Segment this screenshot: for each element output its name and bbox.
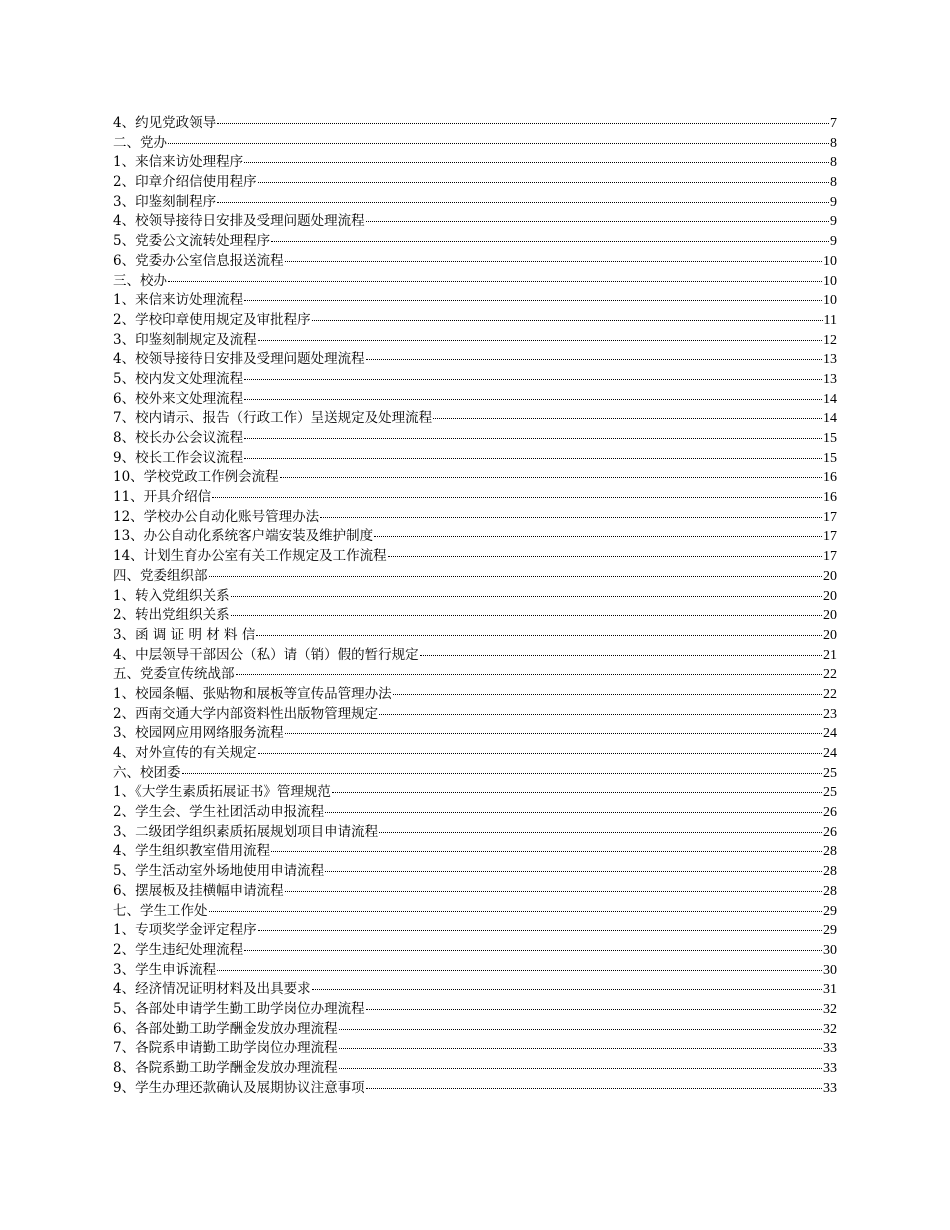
toc-entry-label: 11、开具介绍信 [113, 489, 212, 506]
toc-entry[interactable] [113, 547, 837, 567]
toc-entry-label: 3、校园网应用网络服务流程 [113, 725, 284, 742]
toc-entry-page-number: 11 [823, 312, 837, 328]
toc-entry-page-number: 20 [823, 568, 837, 584]
toc-entry[interactable] [113, 902, 837, 922]
toc-entry[interactable] [113, 1020, 837, 1040]
dot-leader [280, 476, 822, 478]
dot-leader [217, 201, 829, 203]
toc-entry[interactable] [113, 803, 837, 823]
toc-entry-page-number: 14 [823, 391, 837, 407]
dot-leader [393, 693, 822, 695]
toc-entry-label: 9、学生办理还款确认及展期协议注意事项 [113, 1079, 365, 1096]
dot-leader [325, 870, 822, 872]
dot-leader [168, 142, 829, 144]
dot-leader [256, 634, 822, 636]
dot-leader [388, 555, 822, 557]
toc-entry-label: 1、来信来访处理流程 [113, 292, 244, 309]
toc-entry[interactable] [113, 921, 837, 941]
toc-entry-page-number: 13 [823, 352, 837, 368]
toc-entry-label: 四、党委组织部 [113, 567, 208, 584]
toc-entry[interactable] [113, 134, 837, 154]
toc-entry-label: 3、学生申诉流程 [113, 961, 217, 978]
toc-entry-page-number: 10 [823, 253, 837, 269]
toc-entry-label: 七、学生工作处 [113, 902, 208, 919]
toc-entry[interactable] [113, 311, 837, 331]
toc-entry-page-number: 30 [823, 962, 837, 978]
dot-leader [332, 791, 822, 793]
toc-entry-label: 14、计划生育办公室有关工作规定及工作流程 [113, 548, 387, 565]
dot-leader [258, 181, 829, 183]
dot-leader [379, 831, 822, 833]
toc-entry-page-number: 25 [823, 785, 837, 801]
dot-leader [182, 772, 823, 774]
toc-entry-label: 3、印鉴刻制规定及流程 [113, 331, 257, 348]
toc-entry-page-number: 9 [830, 234, 837, 250]
toc-entry-page-number: 24 [823, 746, 837, 761]
dot-leader [258, 339, 822, 341]
toc-entry[interactable] [113, 606, 837, 626]
toc-entry-label: 4、中层领导干部因公（私）请（销）假的暂行规定 [113, 646, 419, 663]
toc-entry-label: 8、各院系勤工助学酬金发放办理流程 [113, 1060, 338, 1076]
toc-entry-page-number: 28 [823, 864, 837, 880]
toc-entry-page-number: 26 [823, 805, 837, 821]
toc-entry-label: 5、各部处申请学生勤工助学岗位办理流程 [113, 1000, 365, 1017]
toc-entry[interactable] [113, 212, 837, 232]
toc-entry-label: 2、转出党组织关系 [113, 607, 230, 624]
toc-entry-page-number: 33 [823, 1061, 837, 1076]
toc-entry-label: 3、函 调 证 明 材 料 信 [113, 626, 256, 643]
toc-entry-label: 4、校领导接待日安排及受理问题处理流程 [113, 351, 365, 368]
toc-entry[interactable] [113, 1039, 837, 1059]
dot-leader [244, 299, 822, 301]
toc-entry[interactable] [113, 783, 837, 803]
toc-entry-label: 1、《大学生素质拓展证书》管理规范 [113, 784, 331, 801]
toc-entry[interactable] [113, 114, 837, 134]
toc-entry-page-number: 8 [830, 135, 837, 151]
dot-leader [325, 811, 822, 813]
dot-leader [339, 1047, 822, 1049]
toc-entry[interactable] [113, 961, 837, 981]
dot-leader [244, 949, 822, 951]
toc-entry-label: 六、校团委 [113, 764, 181, 781]
toc-entry-page-number: 17 [823, 549, 837, 565]
toc-entry[interactable] [113, 468, 837, 488]
toc-entry-label: 3、二级团学组织素质拓展规划项目申请流程 [113, 823, 379, 840]
dot-leader [366, 358, 822, 360]
toc-entry-label: 1、校园条幅、张贴物和展板等宣传品管理办法 [113, 685, 392, 702]
toc-entry-label: 12、学校办公自动化账号管理办法 [113, 508, 320, 525]
toc-entry-page-number: 16 [823, 470, 837, 486]
toc-entry-page-number: 9 [830, 194, 837, 210]
toc-entry[interactable] [113, 449, 837, 469]
toc-entry-page-number: 25 [823, 765, 837, 781]
toc-entry-page-number: 8 [830, 175, 837, 191]
toc-entry-label: 1、来信来访处理程序 [113, 154, 244, 171]
toc-entry[interactable] [113, 488, 837, 508]
toc-entry[interactable] [113, 370, 837, 390]
toc-entry[interactable] [113, 331, 837, 351]
toc-entry-page-number: 28 [823, 844, 837, 860]
toc-entry-page-number: 7 [830, 116, 837, 131]
toc-entry-label: 三、校办 [113, 272, 167, 289]
table-of-contents [113, 114, 837, 1098]
dot-leader [285, 890, 822, 892]
toc-entry-label: 7、各院系申请勤工助学岗位办理流程 [113, 1040, 338, 1057]
dot-leader [231, 595, 822, 597]
toc-entry-page-number: 15 [823, 450, 837, 466]
toc-entry-label: 1、专项奖学金评定程序 [113, 922, 257, 939]
dot-leader [258, 752, 822, 754]
toc-entry-page-number: 22 [823, 667, 837, 683]
toc-entry[interactable] [113, 744, 837, 764]
dot-leader [379, 713, 822, 715]
dot-leader [244, 398, 822, 400]
toc-entry-page-number: 12 [823, 332, 837, 348]
toc-entry[interactable] [113, 508, 837, 528]
toc-entry[interactable] [113, 567, 837, 587]
toc-entry-page-number: 24 [823, 726, 837, 742]
dot-leader [271, 850, 822, 852]
dot-leader [366, 1087, 822, 1089]
dot-leader [209, 575, 823, 577]
toc-entry-label: 4、约见党政领导 [113, 115, 217, 131]
dot-leader [312, 988, 822, 990]
toc-entry-label: 7、校内请示、报告（行政工作）呈送规定及处理流程 [113, 410, 433, 427]
dot-leader [366, 1008, 822, 1010]
toc-entry-label: 6、各部处勤工助学酬金发放办理流程 [113, 1020, 338, 1037]
dot-leader [285, 260, 822, 262]
dot-leader [320, 516, 822, 518]
toc-entry-label: 5、学生活动室外场地使用申请流程 [113, 863, 325, 880]
toc-entry[interactable] [113, 291, 837, 311]
toc-entry-page-number: 20 [823, 608, 837, 624]
toc-entry-label: 6、校外来文处理流程 [113, 390, 244, 407]
toc-entry-label: 1、转入党组织关系 [113, 587, 230, 604]
toc-entry[interactable] [113, 527, 837, 547]
dot-leader [244, 378, 822, 380]
toc-entry-page-number: 10 [823, 273, 837, 289]
toc-entry-label: 3、印鉴刻制程序 [113, 193, 217, 210]
dot-leader [366, 220, 829, 222]
toc-entry-label: 五、党委宣传统战部 [113, 666, 235, 683]
toc-entry-page-number: 29 [823, 923, 837, 939]
toc-entry[interactable] [113, 941, 837, 961]
toc-entry[interactable] [113, 685, 837, 705]
toc-entry-page-number: 17 [823, 529, 837, 545]
dot-leader [236, 673, 823, 675]
toc-entry-page-number: 9 [830, 214, 837, 230]
toc-entry-label: 6、党委办公室信息报送流程 [113, 252, 284, 269]
toc-entry-page-number: 29 [823, 903, 837, 919]
toc-entry[interactable] [113, 193, 837, 213]
toc-entry-page-number: 33 [823, 1080, 837, 1096]
toc-entry[interactable] [113, 646, 837, 666]
toc-entry-page-number: 10 [823, 293, 837, 309]
toc-entry[interactable] [113, 350, 837, 370]
toc-entry-page-number: 32 [823, 1001, 837, 1017]
toc-entry-label: 6、摆展板及挂横幅申请流程 [113, 882, 284, 899]
toc-entry-label: 2、学生违纪处理流程 [113, 941, 244, 958]
toc-entry[interactable] [113, 882, 837, 902]
dot-leader [231, 614, 822, 616]
toc-entry-label: 4、学生组织教室借用流程 [113, 843, 271, 860]
toc-entry-label: 二、党办 [113, 134, 167, 151]
dot-leader [271, 240, 829, 242]
toc-entry-page-number: 23 [823, 706, 837, 722]
toc-entry-label: 8、校长办公会议流程 [113, 430, 244, 446]
toc-entry[interactable] [113, 724, 837, 744]
toc-entry-label: 10、学校党政工作例会流程 [113, 469, 279, 486]
toc-entry-page-number: 33 [823, 1041, 837, 1057]
dot-leader [212, 496, 822, 498]
toc-entry-label: 2、西南交通大学内部资料性出版物管理规定 [113, 705, 379, 722]
toc-entry[interactable] [113, 252, 837, 272]
toc-entry[interactable] [113, 1000, 837, 1020]
toc-entry[interactable] [113, 429, 837, 449]
toc-entry-label: 5、校内发文处理流程 [113, 370, 244, 387]
toc-entry-page-number: 16 [823, 490, 837, 506]
toc-entry[interactable] [113, 173, 837, 193]
dot-leader [217, 122, 829, 124]
dot-leader [209, 910, 823, 912]
dot-leader [258, 929, 822, 931]
toc-entry-page-number: 21 [823, 647, 837, 663]
toc-entry-label: 9、校长工作会议流程 [113, 449, 244, 466]
toc-entry-label: 13、办公自动化系统客户端安装及维护制度 [113, 528, 374, 545]
toc-entry[interactable] [113, 1079, 837, 1099]
toc-entry-label: 4、经济情况证明材料及出具要求 [113, 981, 311, 998]
toc-entry-label: 5、党委公文流转处理程序 [113, 233, 271, 250]
toc-entry-page-number: 13 [823, 371, 837, 387]
dot-leader [244, 161, 829, 163]
toc-entry-label: 4、对外宣传的有关规定 [113, 745, 257, 761]
dot-leader [285, 732, 822, 734]
toc-entry-page-number: 32 [823, 1021, 837, 1037]
toc-entry-label: 4、校领导接待日安排及受理问题处理流程 [113, 213, 365, 230]
toc-entry[interactable] [113, 862, 837, 882]
toc-entry-page-number: 26 [823, 824, 837, 840]
toc-entry-page-number: 28 [823, 883, 837, 899]
toc-entry[interactable] [113, 665, 837, 685]
dot-leader [433, 417, 822, 419]
dot-leader [244, 457, 822, 459]
toc-entry[interactable] [113, 1059, 837, 1079]
toc-entry[interactable] [113, 409, 837, 429]
toc-entry-page-number: 20 [823, 588, 837, 604]
dot-leader [339, 1067, 822, 1069]
dot-leader [244, 437, 822, 439]
toc-entry[interactable] [113, 232, 837, 252]
toc-entry-label: 2、学校印章使用规定及审批程序 [113, 311, 311, 328]
toc-entry[interactable] [113, 390, 837, 410]
toc-entry[interactable] [113, 842, 837, 862]
toc-entry-label: 2、学生会、学生社团活动申报流程 [113, 804, 325, 821]
toc-entry-page-number: 14 [823, 411, 837, 427]
toc-entry[interactable] [113, 153, 837, 173]
toc-entry-page-number: 31 [823, 982, 837, 998]
toc-entry-label: 2、印章介绍信使用程序 [113, 174, 257, 191]
toc-entry-page-number: 17 [823, 509, 837, 525]
toc-entry[interactable] [113, 272, 837, 292]
dot-leader [168, 280, 822, 282]
toc-entry-page-number: 22 [823, 686, 837, 702]
toc-entry-page-number: 30 [823, 942, 837, 958]
toc-entry-page-number: 20 [823, 627, 837, 643]
dot-leader [312, 319, 823, 321]
toc-entry[interactable] [113, 764, 837, 784]
toc-entry[interactable] [113, 823, 837, 843]
dot-leader [420, 654, 822, 656]
dot-leader [217, 969, 822, 971]
toc-entry[interactable] [113, 980, 837, 1000]
toc-entry[interactable] [113, 587, 837, 607]
toc-entry-page-number: 15 [823, 431, 837, 446]
toc-entry[interactable] [113, 626, 837, 646]
toc-entry[interactable] [113, 705, 837, 725]
dot-leader [339, 1028, 822, 1030]
toc-entry-page-number: 8 [830, 155, 837, 171]
dot-leader [374, 535, 822, 537]
